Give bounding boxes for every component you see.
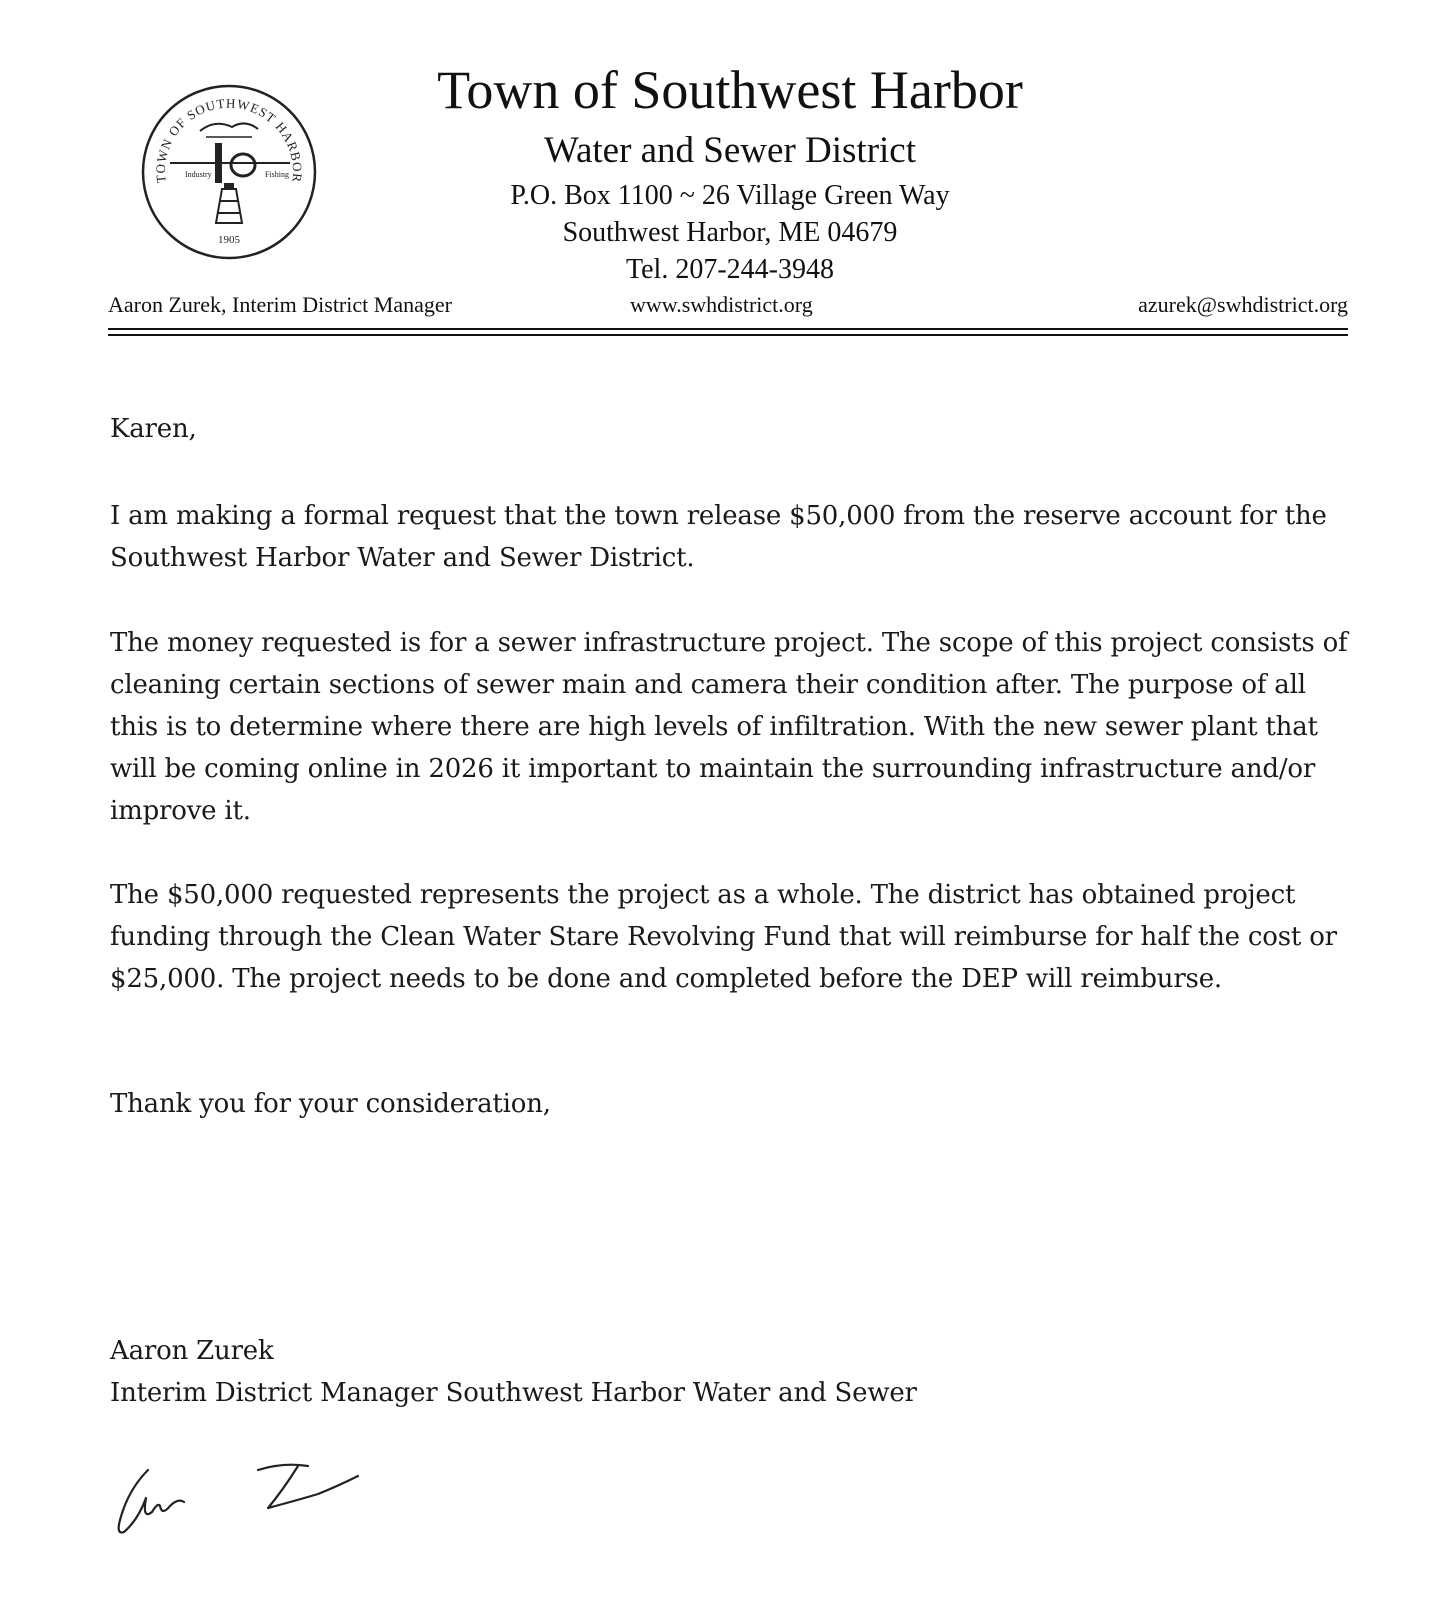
manager-line: Aaron Zurek, Interim District Manager: [108, 292, 452, 317]
svg-text:Fishing: Fishing: [265, 170, 290, 179]
town-seal-logo: [140, 83, 318, 261]
header-divider: [108, 328, 1348, 330]
address-line-1: P.O. Box 1100 ~ 26 Village Green Way: [510, 180, 950, 211]
body-paragraph: The $50,000 requested represents the project as a whole. The district has obtained project funding through the Clean Water Stare Revolving Fund that will reimburse for half the cost or $25,000. The project needs to be done and completed before the DEP will reimburse.: [110, 880, 1337, 994]
address-line-2: Southwest Harbor, ME 04679: [562, 217, 898, 248]
closing: Thank you for your consideration,: [110, 1089, 551, 1119]
body-paragraph: The money requested is for a sewer infrastructure project. The scope of this project consists of cleaning certain sections of sewer main and camera their condition after. The purpose of all this is to determine where there are high levels of infiltration. With the new sewer plant that will be coming online in 2026 it important to maintain the surrounding infrastructure and/or improve it.: [110, 628, 1348, 826]
signer-name: Aaron Zurek: [110, 1336, 274, 1366]
district-name: Water and Sewer District: [543, 130, 917, 171]
website-link[interactable]: www.swhdistrict.org: [630, 292, 813, 317]
town-name: Town of Southwest Harbor: [437, 60, 1023, 120]
salutation: Karen,: [110, 414, 197, 444]
header-divider-double: [108, 334, 1348, 336]
svg-text:Industry: Industry: [185, 170, 212, 179]
body-paragraph: I am making a formal request that the town release $50,000 from the reserve account for the Southwest Harbor Water and Sewer District.: [110, 501, 1327, 573]
signer-title: Interim District Manager Southwest Harbor Water and Sewer: [110, 1378, 917, 1408]
svg-text:TOWN OF SOUTHWEST HARBOR: TOWN OF SOUTHWEST HARBOR: [152, 95, 306, 184]
telephone: Tel. 207-244-3948: [625, 254, 834, 285]
handwritten-signature: [108, 1450, 388, 1550]
svg-text:1905: 1905: [218, 234, 240, 246]
email-link[interactable]: azurek@swhdistrict.org: [1138, 292, 1348, 317]
